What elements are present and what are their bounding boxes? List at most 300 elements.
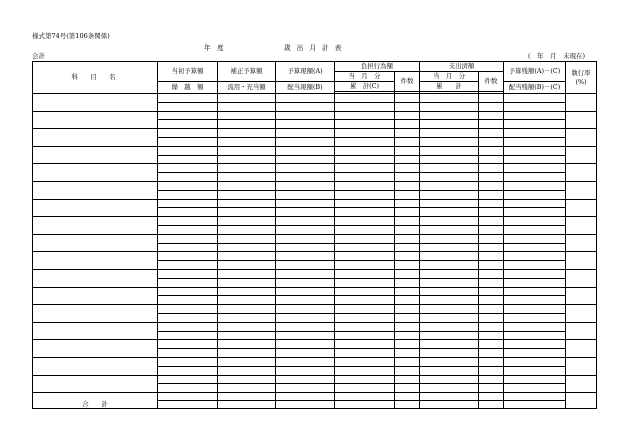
amount-cell[interactable] [479, 155, 504, 164]
amount-cell[interactable] [335, 313, 395, 322]
amount-cell[interactable] [504, 331, 566, 340]
amount-cell[interactable] [276, 243, 335, 252]
amount-cell[interactable] [276, 102, 335, 111]
amount-cell[interactable] [504, 217, 566, 226]
subject-cell[interactable] [33, 111, 158, 129]
amount-cell[interactable] [218, 199, 276, 208]
amount-cell[interactable] [395, 146, 420, 155]
amount-cell[interactable] [218, 375, 276, 384]
amount-cell[interactable] [504, 313, 566, 322]
amount-cell[interactable] [276, 340, 335, 349]
amount-cell[interactable] [479, 164, 504, 173]
amount-cell[interactable] [504, 120, 566, 129]
amount-cell[interactable] [158, 111, 218, 120]
amount-cell[interactable] [420, 173, 479, 182]
amount-cell[interactable] [479, 322, 504, 331]
amount-cell[interactable] [218, 313, 276, 322]
rate-cell[interactable] [566, 305, 597, 323]
amount-cell[interactable] [158, 322, 218, 331]
amount-cell[interactable] [218, 120, 276, 129]
amount-cell[interactable] [158, 181, 218, 190]
amount-cell[interactable] [335, 375, 395, 384]
amount-cell[interactable] [335, 217, 395, 226]
amount-cell[interactable] [276, 313, 335, 322]
amount-cell[interactable] [218, 217, 276, 226]
amount-cell[interactable] [276, 296, 335, 305]
amount-cell[interactable] [395, 208, 420, 217]
amount-cell[interactable] [218, 164, 276, 173]
amount-cell[interactable] [395, 349, 420, 358]
amount-cell[interactable] [420, 243, 479, 252]
amount-cell[interactable] [218, 296, 276, 305]
rate-cell[interactable] [566, 146, 597, 164]
amount-cell[interactable] [504, 384, 566, 393]
amount-cell[interactable] [479, 94, 504, 103]
amount-cell[interactable] [335, 173, 395, 182]
amount-cell[interactable] [158, 349, 218, 358]
amount-cell[interactable] [158, 261, 218, 270]
subject-cell[interactable] [33, 217, 158, 235]
amount-cell[interactable] [218, 208, 276, 217]
rate-cell[interactable] [566, 111, 597, 129]
amount-cell[interactable] [479, 181, 504, 190]
amount-cell[interactable] [395, 217, 420, 226]
amount-cell[interactable] [479, 366, 504, 375]
amount-cell[interactable] [504, 322, 566, 331]
amount-cell[interactable] [218, 190, 276, 199]
amount-cell[interactable] [479, 331, 504, 340]
amount-cell[interactable] [218, 225, 276, 234]
amount-cell[interactable] [395, 357, 420, 366]
amount-cell[interactable] [504, 225, 566, 234]
subject-cell[interactable] [33, 357, 158, 375]
amount-cell[interactable] [276, 366, 335, 375]
amount-cell[interactable] [479, 252, 504, 261]
amount-cell[interactable] [276, 252, 335, 261]
amount-cell[interactable] [395, 278, 420, 287]
amount-cell[interactable] [158, 340, 218, 349]
amount-cell[interactable] [504, 208, 566, 217]
amount-cell[interactable] [479, 305, 504, 314]
amount-cell[interactable] [218, 252, 276, 261]
rate-cell[interactable] [566, 357, 597, 375]
amount-cell[interactable] [420, 331, 479, 340]
amount-cell[interactable] [504, 296, 566, 305]
amount-cell[interactable] [395, 322, 420, 331]
amount-cell[interactable] [335, 305, 395, 314]
amount-cell[interactable] [395, 296, 420, 305]
amount-cell[interactable] [218, 261, 276, 270]
amount-cell[interactable] [504, 243, 566, 252]
amount-cell[interactable] [335, 366, 395, 375]
amount-cell[interactable] [479, 349, 504, 358]
amount-cell[interactable] [479, 278, 504, 287]
amount-cell[interactable] [479, 313, 504, 322]
amount-cell[interactable] [479, 137, 504, 146]
amount-cell[interactable] [158, 287, 218, 296]
amount-cell[interactable] [420, 296, 479, 305]
amount-cell[interactable] [504, 287, 566, 296]
amount-cell[interactable] [335, 234, 395, 243]
amount-cell[interactable] [218, 137, 276, 146]
amount-cell[interactable] [218, 234, 276, 243]
amount-cell[interactable] [504, 340, 566, 349]
amount-cell[interactable] [218, 146, 276, 155]
amount-cell[interactable] [218, 366, 276, 375]
rate-cell[interactable] [566, 252, 597, 270]
amount-cell[interactable] [335, 269, 395, 278]
amount-cell[interactable] [395, 252, 420, 261]
amount-cell[interactable] [420, 287, 479, 296]
amount-cell[interactable] [276, 137, 335, 146]
amount-cell[interactable] [218, 181, 276, 190]
amount-cell[interactable] [158, 94, 218, 103]
amount-cell[interactable] [479, 243, 504, 252]
amount-cell[interactable] [335, 137, 395, 146]
amount-cell[interactable] [276, 208, 335, 217]
amount-cell[interactable] [504, 181, 566, 190]
amount-cell[interactable] [276, 384, 335, 393]
rate-cell[interactable] [566, 129, 597, 147]
amount-cell[interactable] [395, 287, 420, 296]
amount-cell[interactable] [335, 199, 395, 208]
amount-cell[interactable] [158, 199, 218, 208]
subject-cell[interactable] [33, 234, 158, 252]
rate-cell[interactable] [566, 234, 597, 252]
amount-cell[interactable] [276, 225, 335, 234]
amount-cell[interactable] [218, 155, 276, 164]
amount-cell[interactable] [420, 234, 479, 243]
amount-cell[interactable] [218, 322, 276, 331]
amount-cell[interactable] [420, 208, 479, 217]
amount-cell[interactable] [335, 190, 395, 199]
subject-cell[interactable] [33, 340, 158, 358]
subject-cell[interactable] [33, 146, 158, 164]
amount-cell[interactable] [218, 384, 276, 393]
amount-cell[interactable] [158, 217, 218, 226]
amount-cell[interactable] [504, 137, 566, 146]
subject-cell[interactable] [33, 269, 158, 287]
amount-cell[interactable] [335, 208, 395, 217]
rate-cell[interactable] [566, 269, 597, 287]
amount-cell[interactable] [420, 111, 479, 120]
amount-cell[interactable] [479, 384, 504, 393]
amount-cell[interactable] [276, 94, 335, 103]
amount-cell[interactable] [479, 357, 504, 366]
amount-cell[interactable] [420, 164, 479, 173]
amount-cell[interactable] [218, 102, 276, 111]
rate-cell[interactable] [566, 199, 597, 217]
amount-cell[interactable] [479, 190, 504, 199]
amount-cell[interactable] [395, 305, 420, 314]
amount-cell[interactable] [335, 111, 395, 120]
amount-cell[interactable] [504, 173, 566, 182]
amount-cell[interactable] [158, 252, 218, 261]
amount-cell[interactable] [420, 384, 479, 393]
subject-cell[interactable] [33, 252, 158, 270]
amount-cell[interactable] [335, 146, 395, 155]
amount-cell[interactable] [395, 225, 420, 234]
amount-cell[interactable] [335, 94, 395, 103]
amount-cell[interactable] [158, 313, 218, 322]
amount-cell[interactable] [504, 305, 566, 314]
amount-cell[interactable] [420, 340, 479, 349]
amount-cell[interactable] [276, 349, 335, 358]
amount-cell[interactable] [395, 331, 420, 340]
amount-cell[interactable] [504, 349, 566, 358]
amount-cell[interactable] [395, 120, 420, 129]
amount-cell[interactable] [479, 296, 504, 305]
amount-cell[interactable] [335, 225, 395, 234]
amount-cell[interactable] [276, 146, 335, 155]
amount-cell[interactable] [158, 234, 218, 243]
amount-cell[interactable] [504, 146, 566, 155]
amount-cell[interactable] [420, 322, 479, 331]
subject-cell[interactable] [33, 305, 158, 323]
rate-cell[interactable] [566, 164, 597, 182]
amount-cell[interactable] [479, 287, 504, 296]
amount-cell[interactable] [276, 173, 335, 182]
amount-cell[interactable] [218, 331, 276, 340]
amount-cell[interactable] [420, 199, 479, 208]
amount-cell[interactable] [218, 349, 276, 358]
amount-cell[interactable] [504, 102, 566, 111]
amount-cell[interactable] [395, 384, 420, 393]
amount-cell[interactable] [276, 261, 335, 270]
amount-cell[interactable] [479, 173, 504, 182]
amount-cell[interactable] [479, 199, 504, 208]
amount-cell[interactable] [504, 366, 566, 375]
amount-cell[interactable] [158, 173, 218, 182]
amount-cell[interactable] [335, 384, 395, 393]
amount-cell[interactable] [420, 181, 479, 190]
amount-cell[interactable] [158, 190, 218, 199]
amount-cell[interactable] [276, 164, 335, 173]
amount-cell[interactable] [335, 349, 395, 358]
amount-cell[interactable] [420, 269, 479, 278]
amount-cell[interactable] [504, 164, 566, 173]
amount-cell[interactable] [335, 322, 395, 331]
amount-cell[interactable] [158, 225, 218, 234]
amount-cell[interactable] [218, 173, 276, 182]
amount-cell[interactable] [158, 120, 218, 129]
amount-cell[interactable] [479, 146, 504, 155]
rate-cell[interactable] [566, 322, 597, 340]
amount-cell[interactable] [335, 331, 395, 340]
amount-cell[interactable] [420, 137, 479, 146]
amount-cell[interactable] [335, 243, 395, 252]
amount-cell[interactable] [479, 340, 504, 349]
amount-cell[interactable] [218, 305, 276, 314]
amount-cell[interactable] [504, 129, 566, 138]
amount-cell[interactable] [276, 181, 335, 190]
amount-cell[interactable] [276, 331, 335, 340]
amount-cell[interactable] [276, 287, 335, 296]
amount-cell[interactable] [276, 322, 335, 331]
rate-cell[interactable] [566, 94, 597, 112]
amount-cell[interactable] [276, 269, 335, 278]
amount-cell[interactable] [276, 111, 335, 120]
amount-cell[interactable] [395, 155, 420, 164]
amount-cell[interactable] [395, 375, 420, 384]
amount-cell[interactable] [504, 375, 566, 384]
amount-cell[interactable] [218, 357, 276, 366]
amount-cell[interactable] [420, 357, 479, 366]
amount-cell[interactable] [158, 208, 218, 217]
amount-cell[interactable] [158, 331, 218, 340]
amount-cell[interactable] [276, 375, 335, 384]
amount-cell[interactable] [276, 305, 335, 314]
amount-cell[interactable] [395, 94, 420, 103]
amount-cell[interactable] [479, 269, 504, 278]
amount-cell[interactable] [504, 155, 566, 164]
amount-cell[interactable] [420, 305, 479, 314]
amount-cell[interactable] [395, 181, 420, 190]
amount-cell[interactable] [395, 102, 420, 111]
amount-cell[interactable] [420, 146, 479, 155]
amount-cell[interactable] [335, 340, 395, 349]
amount-cell[interactable] [420, 94, 479, 103]
amount-cell[interactable] [276, 190, 335, 199]
amount-cell[interactable] [395, 269, 420, 278]
amount-cell[interactable] [479, 225, 504, 234]
amount-cell[interactable] [335, 129, 395, 138]
amount-cell[interactable] [335, 261, 395, 270]
subject-cell[interactable] [33, 94, 158, 112]
rate-cell[interactable] [566, 181, 597, 199]
amount-cell[interactable] [420, 349, 479, 358]
amount-cell[interactable] [420, 225, 479, 234]
amount-cell[interactable] [158, 155, 218, 164]
amount-cell[interactable] [158, 357, 218, 366]
amount-cell[interactable] [479, 129, 504, 138]
amount-cell[interactable] [395, 129, 420, 138]
amount-cell[interactable] [158, 305, 218, 314]
amount-cell[interactable] [395, 340, 420, 349]
amount-cell[interactable] [158, 278, 218, 287]
amount-cell[interactable] [276, 129, 335, 138]
amount-cell[interactable] [504, 234, 566, 243]
amount-cell[interactable] [420, 313, 479, 322]
amount-cell[interactable] [158, 296, 218, 305]
amount-cell[interactable] [479, 111, 504, 120]
amount-cell[interactable] [395, 313, 420, 322]
amount-cell[interactable] [335, 252, 395, 261]
subject-cell[interactable] [33, 322, 158, 340]
amount-cell[interactable] [479, 217, 504, 226]
amount-cell[interactable] [218, 243, 276, 252]
amount-cell[interactable] [420, 278, 479, 287]
subject-cell[interactable] [33, 164, 158, 182]
amount-cell[interactable] [276, 199, 335, 208]
amount-cell[interactable] [335, 102, 395, 111]
amount-cell[interactable] [420, 375, 479, 384]
amount-cell[interactable] [479, 375, 504, 384]
amount-cell[interactable] [158, 164, 218, 173]
amount-cell[interactable] [395, 243, 420, 252]
amount-cell[interactable] [504, 252, 566, 261]
amount-cell[interactable] [479, 234, 504, 243]
amount-cell[interactable] [420, 261, 479, 270]
amount-cell[interactable] [395, 199, 420, 208]
amount-cell[interactable] [276, 217, 335, 226]
rate-cell[interactable] [566, 217, 597, 235]
amount-cell[interactable] [395, 234, 420, 243]
amount-cell[interactable] [504, 94, 566, 103]
amount-cell[interactable] [335, 357, 395, 366]
subject-cell[interactable] [33, 287, 158, 305]
amount-cell[interactable] [395, 137, 420, 146]
amount-cell[interactable] [395, 366, 420, 375]
amount-cell[interactable] [420, 190, 479, 199]
amount-cell[interactable] [504, 199, 566, 208]
amount-cell[interactable] [504, 269, 566, 278]
rate-cell[interactable] [566, 287, 597, 305]
amount-cell[interactable] [158, 102, 218, 111]
amount-cell[interactable] [479, 120, 504, 129]
amount-cell[interactable] [395, 111, 420, 120]
amount-cell[interactable] [420, 366, 479, 375]
subject-cell[interactable] [33, 199, 158, 217]
amount-cell[interactable] [218, 269, 276, 278]
amount-cell[interactable] [420, 120, 479, 129]
amount-cell[interactable] [158, 137, 218, 146]
amount-cell[interactable] [158, 243, 218, 252]
amount-cell[interactable] [335, 181, 395, 190]
amount-cell[interactable] [218, 129, 276, 138]
amount-cell[interactable] [479, 102, 504, 111]
amount-cell[interactable] [504, 190, 566, 199]
amount-cell[interactable] [479, 261, 504, 270]
amount-cell[interactable] [420, 102, 479, 111]
amount-cell[interactable] [158, 366, 218, 375]
amount-cell[interactable] [158, 129, 218, 138]
amount-cell[interactable] [218, 111, 276, 120]
amount-cell[interactable] [158, 384, 218, 393]
amount-cell[interactable] [479, 208, 504, 217]
amount-cell[interactable] [504, 111, 566, 120]
amount-cell[interactable] [395, 190, 420, 199]
amount-cell[interactable] [276, 278, 335, 287]
amount-cell[interactable] [335, 287, 395, 296]
rate-cell[interactable] [566, 340, 597, 358]
amount-cell[interactable] [395, 173, 420, 182]
amount-cell[interactable] [276, 155, 335, 164]
amount-cell[interactable] [504, 357, 566, 366]
amount-cell[interactable] [218, 278, 276, 287]
amount-cell[interactable] [504, 278, 566, 287]
amount-cell[interactable] [335, 164, 395, 173]
amount-cell[interactable] [420, 129, 479, 138]
rate-cell[interactable] [566, 375, 597, 393]
amount-cell[interactable] [420, 217, 479, 226]
amount-cell[interactable] [335, 278, 395, 287]
amount-cell[interactable] [158, 146, 218, 155]
amount-cell[interactable] [276, 357, 335, 366]
amount-cell[interactable] [395, 164, 420, 173]
amount-cell[interactable] [395, 261, 420, 270]
amount-cell[interactable] [218, 340, 276, 349]
amount-cell[interactable] [276, 234, 335, 243]
amount-cell[interactable] [504, 261, 566, 270]
amount-cell[interactable] [335, 296, 395, 305]
subject-cell[interactable] [33, 181, 158, 199]
amount-cell[interactable] [420, 155, 479, 164]
amount-cell[interactable] [158, 375, 218, 384]
amount-cell[interactable] [218, 287, 276, 296]
amount-cell[interactable] [218, 94, 276, 103]
amount-cell[interactable] [420, 252, 479, 261]
